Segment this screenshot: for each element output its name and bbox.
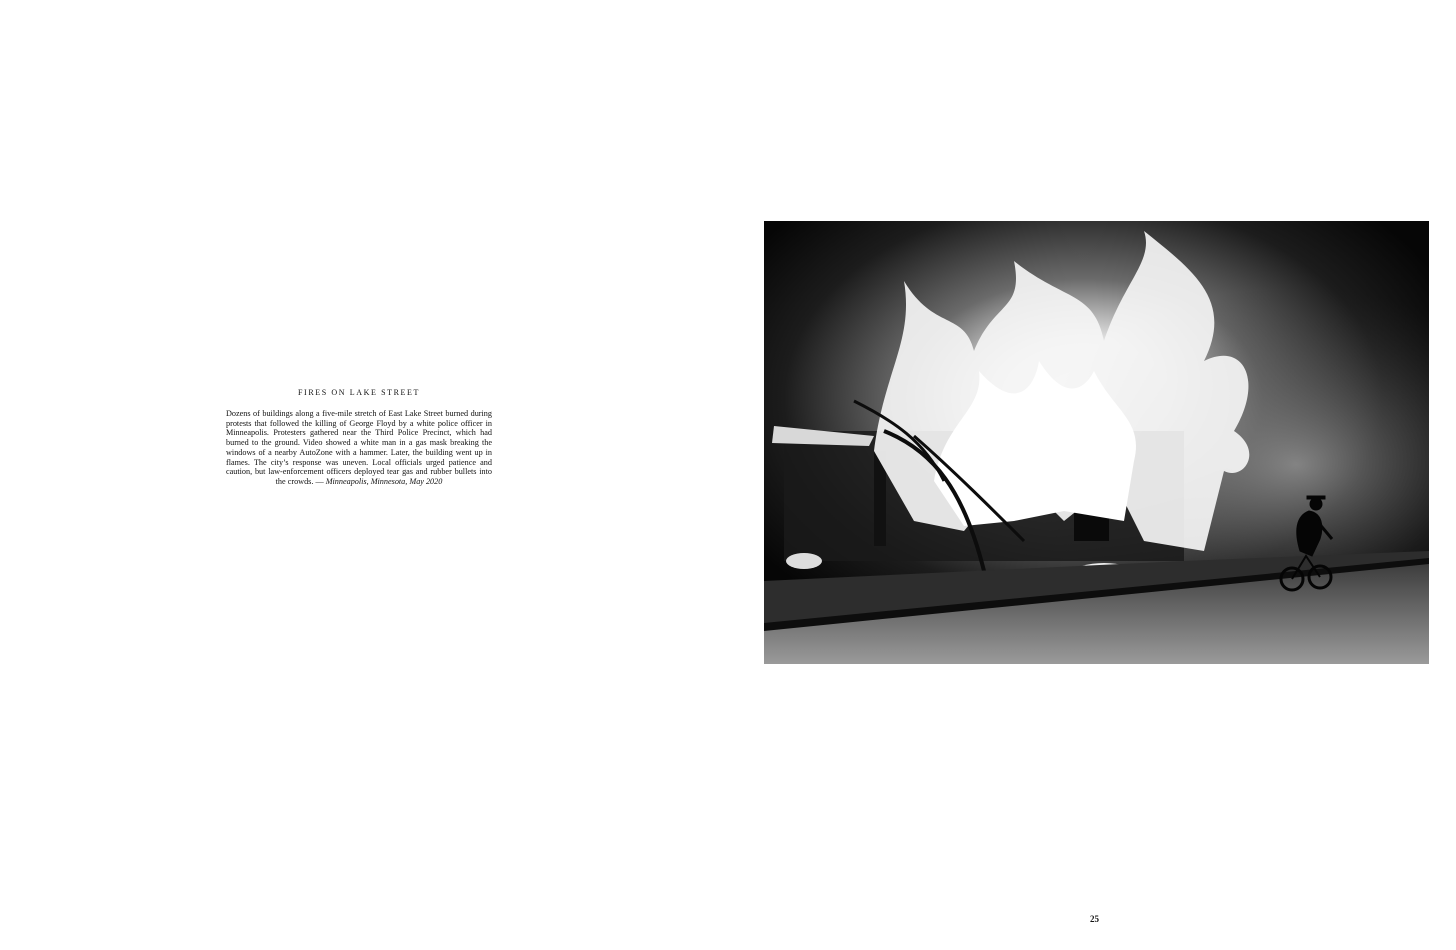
- right-page: [728, 0, 1456, 950]
- caption-block: [226, 388, 492, 487]
- caption-credit: Minneapolis, Minnesota, May 2020: [325, 476, 443, 486]
- caption-text: Dozens of buildings along a five-mile stretch of East Lake Street burned during protests that followed the killing of George Floyd by a white police officer in Minneapolis. Protesters gathered near the Third Police Precinct, which had burned to the ground. Video showed a white man in a gas mask breaking the windows of a nearby AutoZone with a hammer. Later, the building went up in flames. The city’s response was uneven. Local officials urged patience and caution, but law-enforcement officers deployed tear gas and rubber bullets into the crowds.: [226, 409, 492, 486]
- page-number: 25: [1090, 914, 1099, 924]
- fire-photograph-image: [764, 221, 1429, 664]
- fire-photograph: [764, 221, 1429, 664]
- caption-title: FIRES ON LAKE STREET: [298, 388, 420, 397]
- caption-separator: —: [313, 476, 326, 486]
- caption-body: [226, 409, 492, 487]
